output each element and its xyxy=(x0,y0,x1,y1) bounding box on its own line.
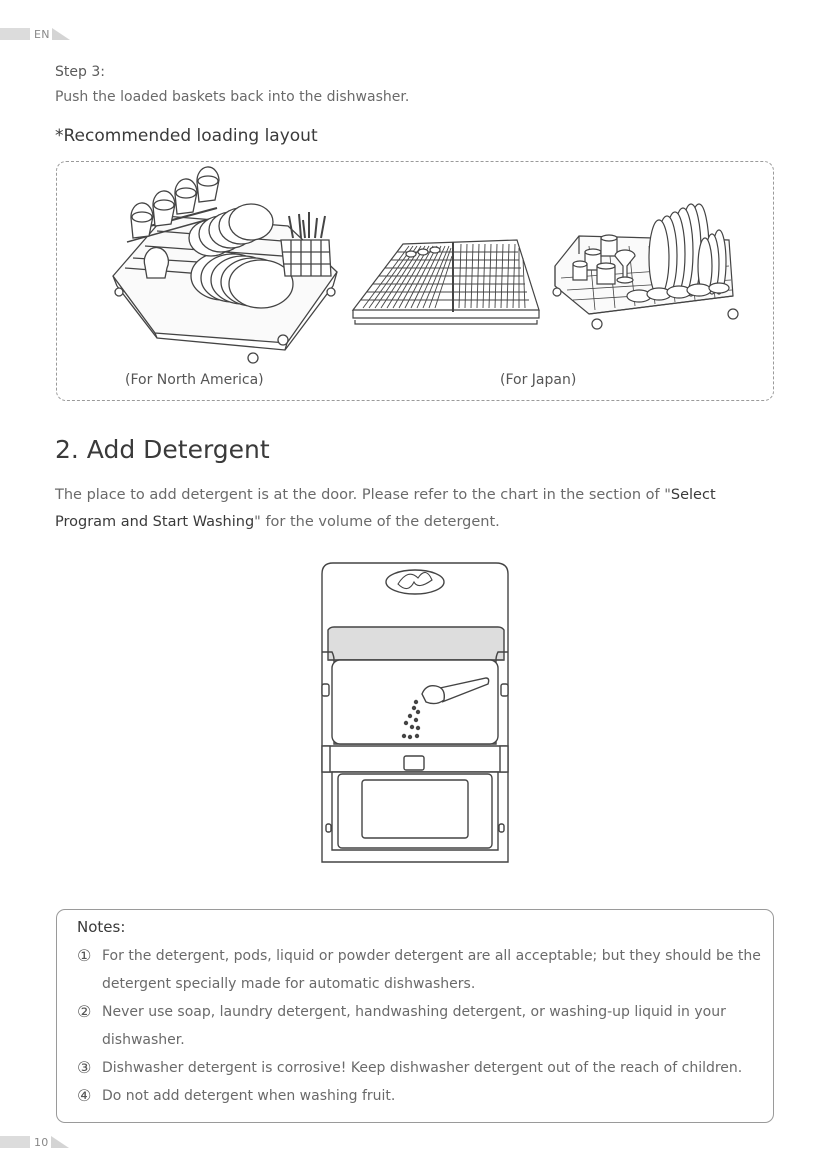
step-text: Push the loaded baskets back into the dishwasher. xyxy=(55,89,410,105)
notes-title: Notes: xyxy=(77,918,126,936)
note-number: ② xyxy=(77,1002,92,1021)
section-title: 2. Add Detergent xyxy=(55,435,270,464)
note-text: Dishwasher detergent is corrosive! Keep dishwasher detergent out of the reach of children. xyxy=(102,1060,743,1076)
note-number: ④ xyxy=(77,1086,92,1105)
select-program-reference: Select Program and Start Washing xyxy=(55,487,716,530)
note-number: ③ xyxy=(77,1058,92,1077)
japan-lower-rack-illustration xyxy=(549,196,739,336)
tab-triangle xyxy=(52,28,70,40)
note-item xyxy=(77,1054,767,1082)
dishwasher-detergent-illustration xyxy=(318,560,512,865)
tab-bar xyxy=(0,28,30,40)
caption-japan: (For Japan) xyxy=(500,372,577,388)
page-number: 10 xyxy=(34,1135,49,1149)
note-item xyxy=(77,998,767,1054)
note-text: Do not add detergent when washing fruit. xyxy=(102,1088,396,1104)
loading-layout-box xyxy=(56,161,774,401)
tab-bar xyxy=(0,1136,30,1148)
body-text-part1: The place to add detergent is at the door. Please refer to the chart in the section of " xyxy=(55,487,671,503)
note-item xyxy=(77,942,767,998)
page-number-tab xyxy=(0,1135,69,1149)
body-text-part2: " for the volume of the detergent. xyxy=(254,514,500,530)
north-america-rack-illustration xyxy=(105,168,345,368)
note-text: Never use soap, laundry detergent, handwashing detergent, or washing-up liquid in your dishwasher. xyxy=(102,1004,726,1048)
section-body xyxy=(55,482,775,536)
note-text: For the detergent, pods, liquid or powder detergent are all acceptable; but they should be the detergent specially made for automatic dishwashers. xyxy=(102,948,761,992)
note-item xyxy=(77,1082,767,1110)
note-number: ① xyxy=(77,946,92,965)
language-tab xyxy=(0,27,70,41)
tab-triangle xyxy=(51,1136,69,1148)
recommended-layout-title: *Recommended loading layout xyxy=(55,126,318,146)
japan-cutlery-tray-illustration xyxy=(349,238,544,328)
language-label: EN xyxy=(34,27,50,41)
notes-box xyxy=(56,909,774,1123)
caption-north-america: (For North America) xyxy=(125,372,264,388)
step-label: Step 3: xyxy=(55,64,105,80)
